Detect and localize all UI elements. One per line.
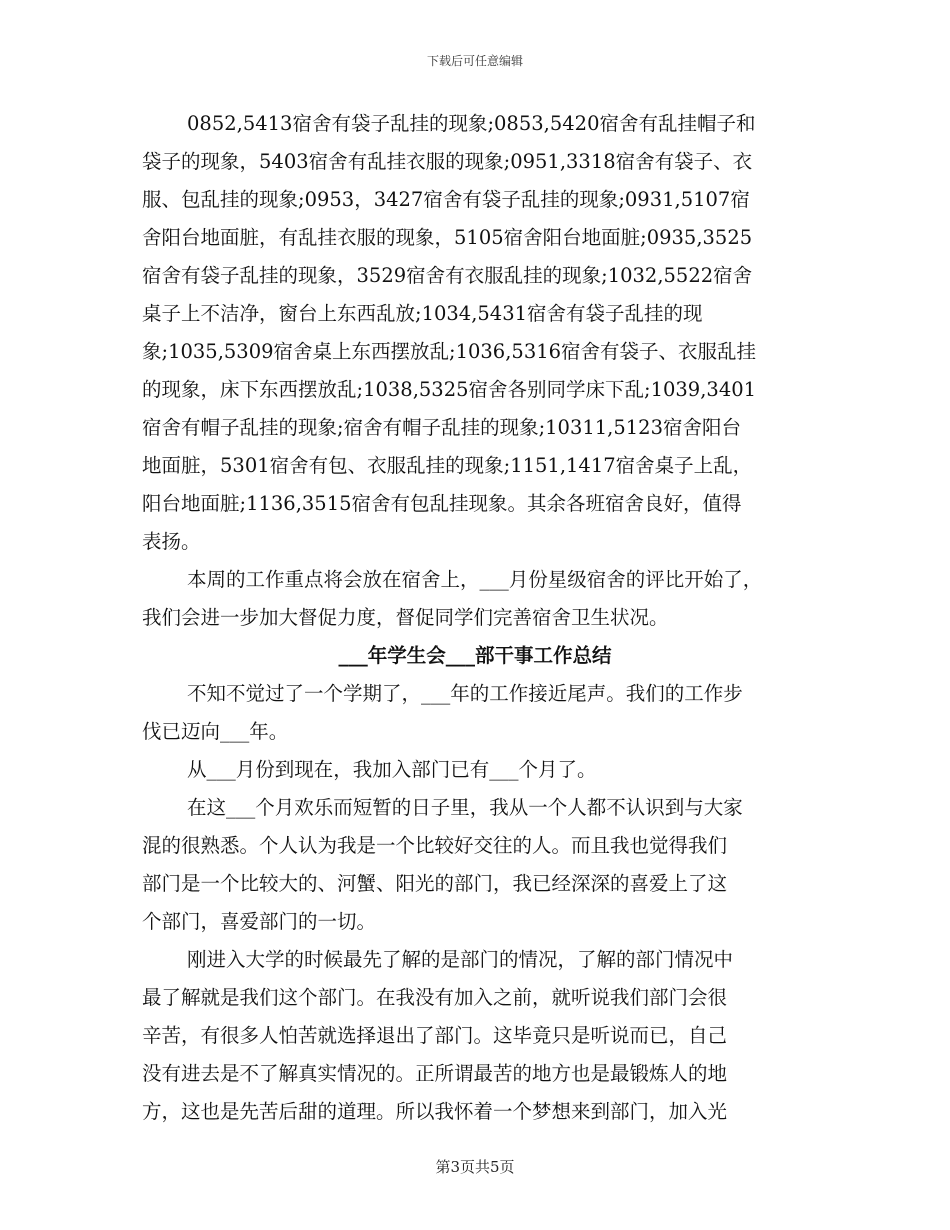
paragraph-line: 袋子的现象，5403宿舍有乱挂衣服的现象;0951,3318宿舍有袋子、衣: [142, 150, 753, 173]
paragraph-line: 部门是一个比较大的、河蟹、阳光的部门，我已经深深的喜爱上了这: [142, 872, 728, 895]
paragraph-line: 0852,5413宿舍有袋子乱挂的现象;0853,5420宿舍有乱挂帽子和: [187, 112, 756, 135]
paragraph-line: 桌子上不洁净，窗台上东西乱放;1034,5431宿舍有袋子乱挂的现: [142, 302, 703, 325]
paragraph-line: 最了解就是我们这个部门。在我没有加入之前，就听说我们部门会很: [142, 986, 728, 1009]
paragraph-line: 伐已迈向___年。: [142, 720, 289, 743]
paragraph-line: 个部门，喜爱部门的一切。: [142, 910, 377, 933]
paragraph-line: 我们会进一步加大督促力度，督促同学们完善宿舍卫生状况。: [142, 606, 669, 629]
paragraph-line: 在这___个月欢乐而短暂的日子里，我从一个人都不认识到与大家: [187, 796, 743, 819]
section-title: ___年学生会___部干事工作总结: [338, 644, 612, 667]
paragraph-line: 阳台地面脏;1136,3515宿舍有包乱挂现象。其余各班宿舍良好，值得: [142, 492, 742, 515]
paragraph-line: 方，这也是先苦后甜的道理。所以我怀着一个梦想来到部门，加入光: [142, 1100, 728, 1123]
page-header: 下载后可任意编辑: [426, 54, 523, 68]
paragraph-line: 地面脏，5301宿舍有包、衣服乱挂的现象;1151,1417宿舍桌子上乱，: [142, 454, 753, 477]
paragraph-line: 舍阳台地面脏，有乱挂衣服的现象，5105宿舍阳台地面脏;0935,3525: [142, 226, 753, 249]
paragraph-line: 本周的工作重点将会放在宿舍上，___月份星级宿舍的评比开始了，: [187, 568, 763, 591]
paragraph-line: 混的很熟悉。个人认为我是一个比较好交往的人。而且我也觉得我们: [142, 834, 728, 857]
paragraph-line: 刚进入大学的时候最先了解的是部门的情况，了解的部门情况中: [187, 948, 734, 971]
paragraph-line: 表扬。: [142, 530, 201, 553]
paragraph-line: 宿舍有帽子乱挂的现象;宿舍有帽子乱挂的现象;10311,5123宿舍阳台: [142, 416, 741, 439]
paragraph-line: 从___月份到现在，我加入部门已有___个月了。: [187, 758, 597, 781]
paragraph-line: 不知不觉过了一个学期了，___年的工作接近尾声。我们的工作步: [187, 682, 743, 705]
paragraph-line: 辛苦，有很多人怕苦就选择退出了部门。这毕竟只是听说而已，自己: [142, 1024, 728, 1047]
paragraph-line: 的现象，床下东西摆放乱;1038,5325宿舍各别同学床下乱;1039,3401: [142, 378, 757, 401]
paragraph-line: 象;1035,5309宿舍桌上东西摆放乱;1036,5316宿舍有袋子、衣服乱挂: [142, 340, 757, 363]
paragraph-line: 服、包乱挂的现象;0953，3427宿舍有袋子乱挂的现象;0931,5107宿: [142, 188, 750, 211]
paragraph-line: 宿舍有袋子乱挂的现象，3529宿舍有衣服乱挂的现象;1032,5522宿舍: [142, 264, 753, 287]
paragraph-line: 没有进去是不了解真实情况的。正所谓最苦的地方也是最锻炼人的地: [142, 1062, 728, 1085]
page-footer: 第3页共5页: [435, 1158, 515, 1176]
